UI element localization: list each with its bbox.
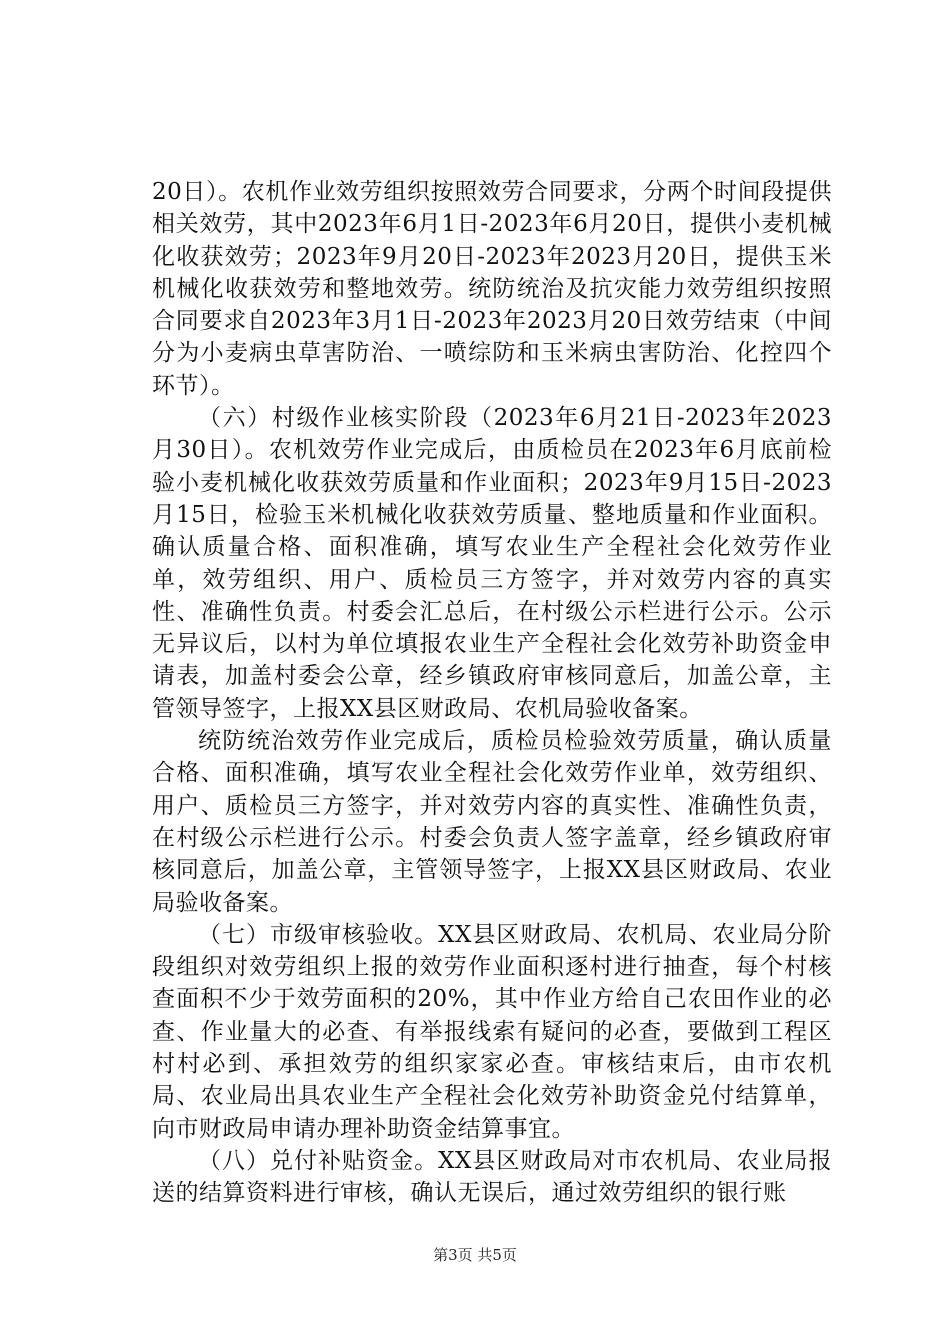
- paragraph-section-6: （六）村级作业核实阶段（2023年6月21日-2023年2023月30日）。农机效劳作业完成后，由质检员在2023年6月底前检验小麦机械化收获效劳质量和作业面积；2023年9月15日-2023月15日，检验玉米机械化收获效劳质量、整地质量和作业面积。确认质量合格、面积准确，填写农业生产全程社会化效劳作业单，效劳组织、用户、质检员三方签字，并对效劳内容的真实性、准确性负责。村委会汇总后，在村级公示栏进行公示。公示无异议后，以村为单位填报农业生产全程社会化效劳补助资金申请表，加盖村委会公章，经乡镇政府审核同意后，加盖公章，主管领导签字，上报XX县区财政局、农机局验收备案。: [152, 405, 832, 722]
- paragraph-pest-control: 统防统治效劳作业完成后，质检员检验效劳质量，确认质量合格、面积准确，填写农业全程社会化效劳作业单，效劳组织、用户、质检员三方签字，并对效劳内容的真实性、准确性负责，在村级公示栏进行公示。村委会负责人签字盖章，经乡镇政府审核同意后，加盖公章，主管领导签字，上报XX县区财政局、农业局验收备案。: [152, 728, 832, 916]
- paragraph-continuation: 20日）。农机作业效劳组织按照效劳合同要求，分两个时间段提供相关效劳，其中2023年6月1日-2023年6月20日，提供小麦机械化收获效劳；2023年9月20日-2023年2023月20日，提供玉米机械化收获效劳和整地效劳。统防统治及抗灾能力效劳组织按照合同要求自2023年3月1日-2023年2023月20日效劳结束（中间分为小麦病虫草害防治、一喷综防和玉米病虫害防治、化控四个环节）。: [152, 179, 832, 399]
- document-body: [152, 176, 832, 1210]
- paragraph-section-8: （八）兑付补贴资金。XX县区财政局对市农机局、农业局报送的结算资料进行审核，确认无误后，通过效劳组织的银行账: [152, 1147, 832, 1207]
- paragraph-section-7: （七）市级审核验收。XX县区财政局、农机局、农业局分阶段组织对效劳组织上报的效劳作业面积逐村进行抽查，每个村核查面积不少于效劳面积的20%，其中作业方给自己农田作业的必查、作业量大的必查、有举报线索有疑问的必查，要做到工程区村村必到、承担效劳的组织家家必查。审核结束后，由市农机局、农业局出具农业生产全程社会化效劳补助资金兑付结算单，向市财政局申请办理补助资金结算事宜。: [152, 921, 832, 1142]
- page-number-footer: 第3页 共5页: [433, 1246, 517, 1264]
